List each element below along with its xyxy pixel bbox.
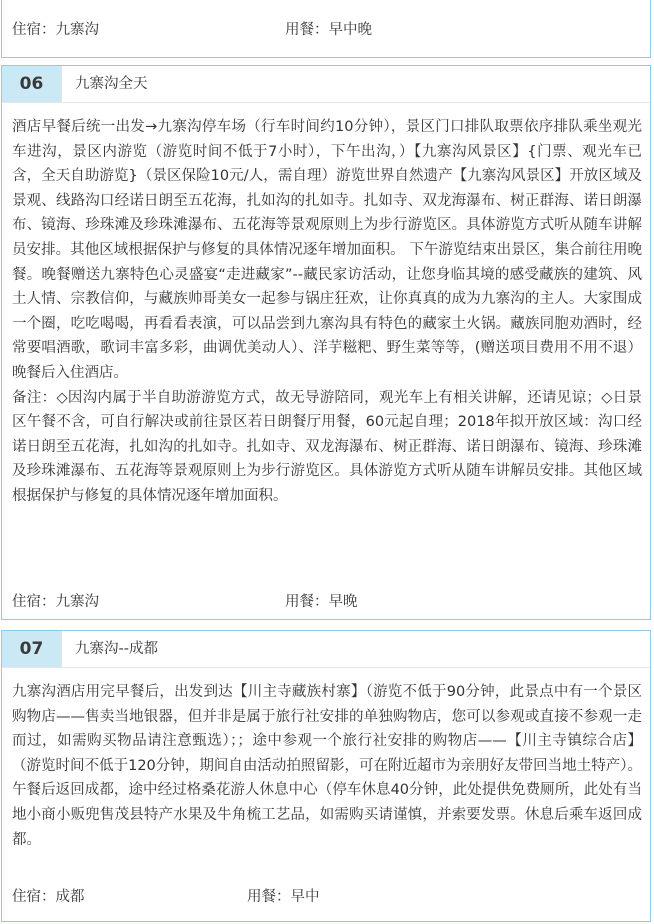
itinerary-day-05-footer [1,0,651,58]
day-07-title: 九寨沟--成都 [75,641,158,657]
day-06-number-badge: 06 [2,66,62,102]
day-05-stay: 住宿：九寨沟 [12,22,99,38]
itinerary-day-07 [1,630,651,922]
day-06-description [12,115,642,509]
day-06-paragraph-2: 备注：◇因沟内属于半自助游游览方式，故无导游陪同，观光车上有相关讲解，还请见谅；◇日景区午餐不含，可自行解决或前往景区若日朗餐厅用餐，60元起自理；2018年拟开放区域：沟口经诺日朗至五花海，扎如沟的扎如寺。扎如寺、双龙海瀑布、树正群海、诺日朗瀑布、镜海、珍珠滩及珍珠滩瀑布、五花海等景观原则上为步行游览区。具体游览方式听从随车讲解员安排。其他区域根据保护与修复的具体情况逐年增加面积。 [12,389,642,504]
day-06-meals: 用餐：早晚 [285,594,358,610]
day-06-stay: 住宿：九寨沟 [12,594,99,610]
day-06-info-row [2,592,650,612]
day-05-meals: 用餐：早中晚 [285,22,372,38]
day-07-paragraph-1: 九寨沟酒店用完早餐后，出发到达【川主寺藏族村寨】（游览不低于90分钟，此景点中有一个景区购物店——售卖当地银器，但并非是属于旅行社安排的单独购物店，您可以参观或直接不参观一走而过，如需购买物品请注意甄选）；；途中参观一个旅行社安排的购物店——【川主寺镇综合店】（游览时间不低于120分钟，期间自由活动拍照留影，可在附近超市为亲朋好友带回当地土特产）。午餐后返回成都，途中经过格桑花游人休息中心（停车休息40分钟，此处提供免费厕所，此处有当地小商小贩兜售茂县特产水果及牛角梳工艺品，如需购买请谨慎，并索要发票。休息后乘车返回成都。 [12,684,642,848]
day-05-info-row [2,20,650,40]
day-06-title: 九寨沟全天 [75,76,148,92]
day-07-header [2,631,650,668]
day-07-number-badge: 07 [2,631,62,667]
day-07-description [12,680,642,852]
day-06-header [2,66,650,103]
day-07-meals: 用餐：早中 [247,889,320,905]
itinerary-day-06 [1,65,651,620]
day-06-paragraph-1: 酒店早餐后统一出发→九寨沟停车场（行车时间约10分钟），景区门口排队取票依序排队乘坐观光车进沟，景区内游览（游览时间不低于7小时），下午出沟，）【九寨沟风景区】{门票、观光车已含，全天自助游览}（景区保险10元/人，需自理）游览世界自然遗产【九寨沟风景区】开放区域及景观、线路沟口经诺日朗至五花海，扎如沟的扎如寺。扎如寺、双龙海瀑布、树正群海、诺日朗瀑布、镜海、珍珠滩及珍珠滩瀑布、五花海等景观原则上为步行游览区。具体游览方式听从随车讲解员安排。其他区域根据保护与修复的具体情况逐年增加面积。 下午游览结束出景区，集合前往用晚餐。晚餐赠送九寨特色心灵盛宴“走进藏家”--藏民家访活动，让您身临其境的感受藏族的建筑、风土人情、宗教信仰，与藏族帅哥美女一起参与锅庄狂欢，让你真真的成为九寨沟的主人。大家围成一个圈，吃吃喝喝，再看看表演，可以品尝到九寨沟具有特色的藏家土火锅。藏族同胞劝酒时，经常要唱酒歌，歌词丰富多彩，曲调优美动人）、洋芋糍粑、野生菜等等，(赠送项目费用不用不退）晚餐后入住酒店。 [12,119,642,381]
day-07-info-row [2,887,650,907]
day-07-stay: 住宿：成都 [12,889,85,905]
